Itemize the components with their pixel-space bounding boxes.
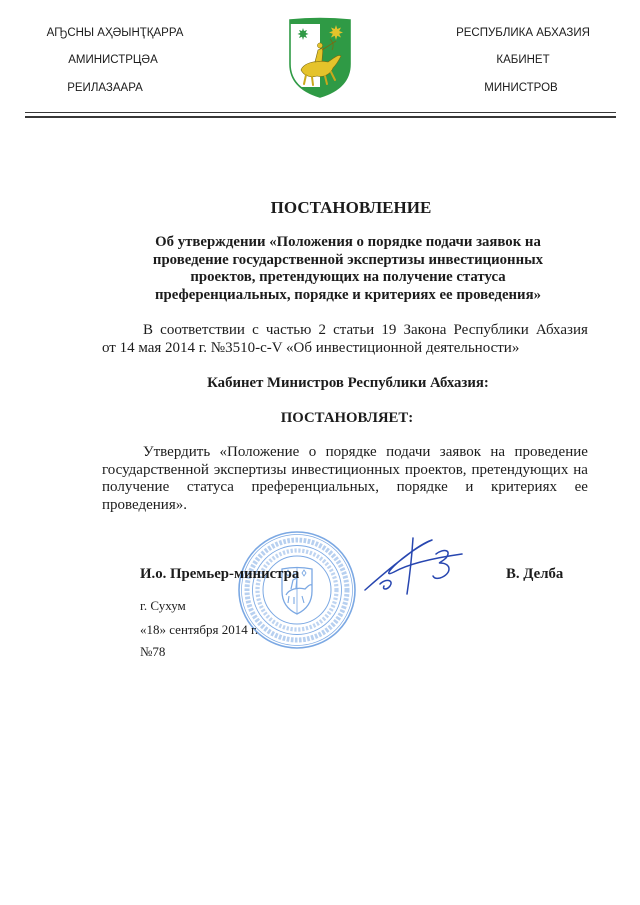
decision-paragraph <box>102 444 588 515</box>
resolves-line: ПОСТАНОВЛЯЕТ: <box>280 410 414 426</box>
header-right-line-3: МИНИСТРОВ <box>484 82 558 94</box>
document-number: №78 <box>140 644 166 659</box>
document-place: г. Сухум <box>140 598 186 613</box>
subject-line: Об утверждении «Положения о порядке подачи заявок на <box>155 234 541 250</box>
subject-line: проектов, претендующих на получение статуса <box>190 269 506 286</box>
decision-line: Утвердить «Положение о порядке подачи заявок на проведение <box>143 444 588 460</box>
subject-line: проведение государственной экспертизы инвестиционных <box>152 251 544 268</box>
header-left-line-2: АМИНИСТРЦӘА <box>68 54 158 66</box>
header-left-line-3: РЕИЛАЗААРА <box>67 82 143 94</box>
preamble-paragraph <box>102 322 588 357</box>
preamble-line: от 14 мая 2014 г. №3510-с-V «Об инвестиционной деятельности» <box>102 339 520 356</box>
signatory-position: И.о. Премьер-министра <box>140 566 300 582</box>
document-date: «18» сентября 2014 г. <box>140 622 259 637</box>
decision-line: государственной экспертизы инвестиционных проектов, претендующих на <box>102 461 588 478</box>
coat-of-arms-icon <box>289 17 351 99</box>
official-seal-icon <box>236 529 358 651</box>
signatory-name: В. Делба <box>506 566 564 582</box>
header-right-line-2: КАБИНЕТ <box>496 54 550 66</box>
header-rule-thin <box>25 112 616 113</box>
preamble-line: В соответствии с частью 2 статьи 19 Закона Республики Абхазия <box>143 322 588 338</box>
decision-line: получение статуса преференциальных, порядке и критериях ее <box>102 479 588 496</box>
issuer-line: Кабинет Министров Республики Абхазия: <box>207 375 489 391</box>
header-left-line-1: АҦСНЫ АҲӘЫНҬҚАРРА <box>46 27 184 39</box>
document-subject <box>98 234 598 305</box>
decision-line: проведения». <box>102 497 187 514</box>
subject-line: преференциальных, порядке и критериях ее проведения» <box>155 287 541 304</box>
header-right-line-1: РЕСПУБЛИКА АБХАЗИЯ <box>456 27 590 39</box>
handwritten-signature-icon <box>360 534 465 596</box>
header-rule-thick <box>25 116 616 118</box>
document-heading: ПОСТАНОВЛЕНИЕ <box>270 198 432 217</box>
